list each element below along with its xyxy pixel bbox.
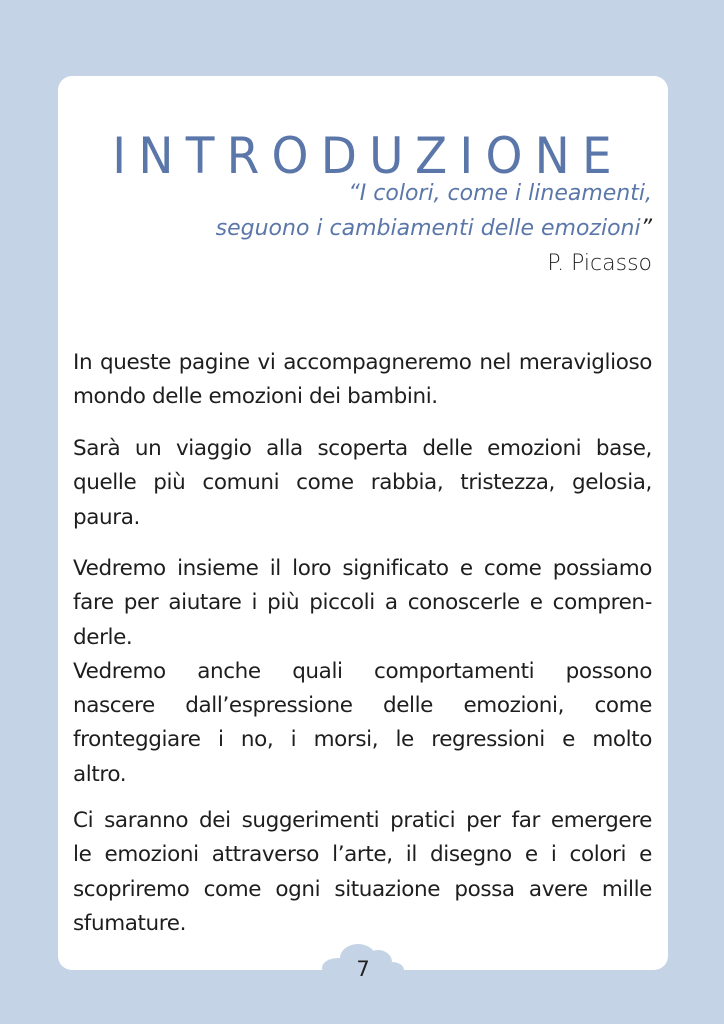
paragraph-1 (73, 346, 652, 415)
paragraph-line: In queste pagine vi accompagneremo nel meraviglioso (73, 350, 652, 375)
paragraph-line: paura. (73, 504, 140, 530)
paragraph-line: le emozioni attraverso l’arte, il disegno e i colori e (73, 842, 652, 868)
paragraph-3 (73, 552, 652, 792)
paragraph-line: derle. (73, 624, 133, 650)
paragraph-4 (73, 804, 652, 941)
paragraph-line: scopriremo come ogni situazione possa avere mille (73, 876, 652, 902)
paragraph-line: nascere dall’espressione delle emozioni, come (73, 693, 652, 719)
page-title: INTRODUZIONE (112, 126, 624, 185)
quote-line-2 (216, 211, 652, 246)
epigraph-quote (216, 176, 652, 246)
paragraph-2 (73, 432, 652, 535)
paragraph-line: quelle più comuni come rabbia, tristezza, gelosia, (73, 470, 652, 496)
paragraph-line: Vedremo anche quali comportamenti possono (73, 658, 652, 684)
quote-line-2-text: seguono i cambiamenti delle emozioni (215, 216, 641, 241)
paragraph-line: fronteggiare i no, i morsi, le regressioni e molto (73, 727, 652, 753)
quote-author: P. Picasso (547, 251, 652, 276)
quote-close-mark: ” (640, 216, 652, 241)
paragraph-line: Sarà un viaggio alla scoperta delle emozioni base, (73, 436, 652, 461)
quote-line-1: “I colori, come i lineamenti, (348, 181, 652, 206)
paragraph-line: Vedremo insieme il loro significato e come possiamo (73, 556, 652, 581)
page-number: 7 (356, 957, 370, 981)
paragraph-line: mondo delle emozioni dei bambini. (73, 384, 438, 410)
paragraph-line: Ci saranno dei suggerimenti pratici per far emergere (73, 808, 652, 833)
paragraph-line: sfumature. (73, 910, 187, 936)
paragraph-line: fare per aiutare i più piccoli a conoscerle e compren- (73, 590, 652, 616)
paragraph-line: altro. (73, 761, 127, 787)
